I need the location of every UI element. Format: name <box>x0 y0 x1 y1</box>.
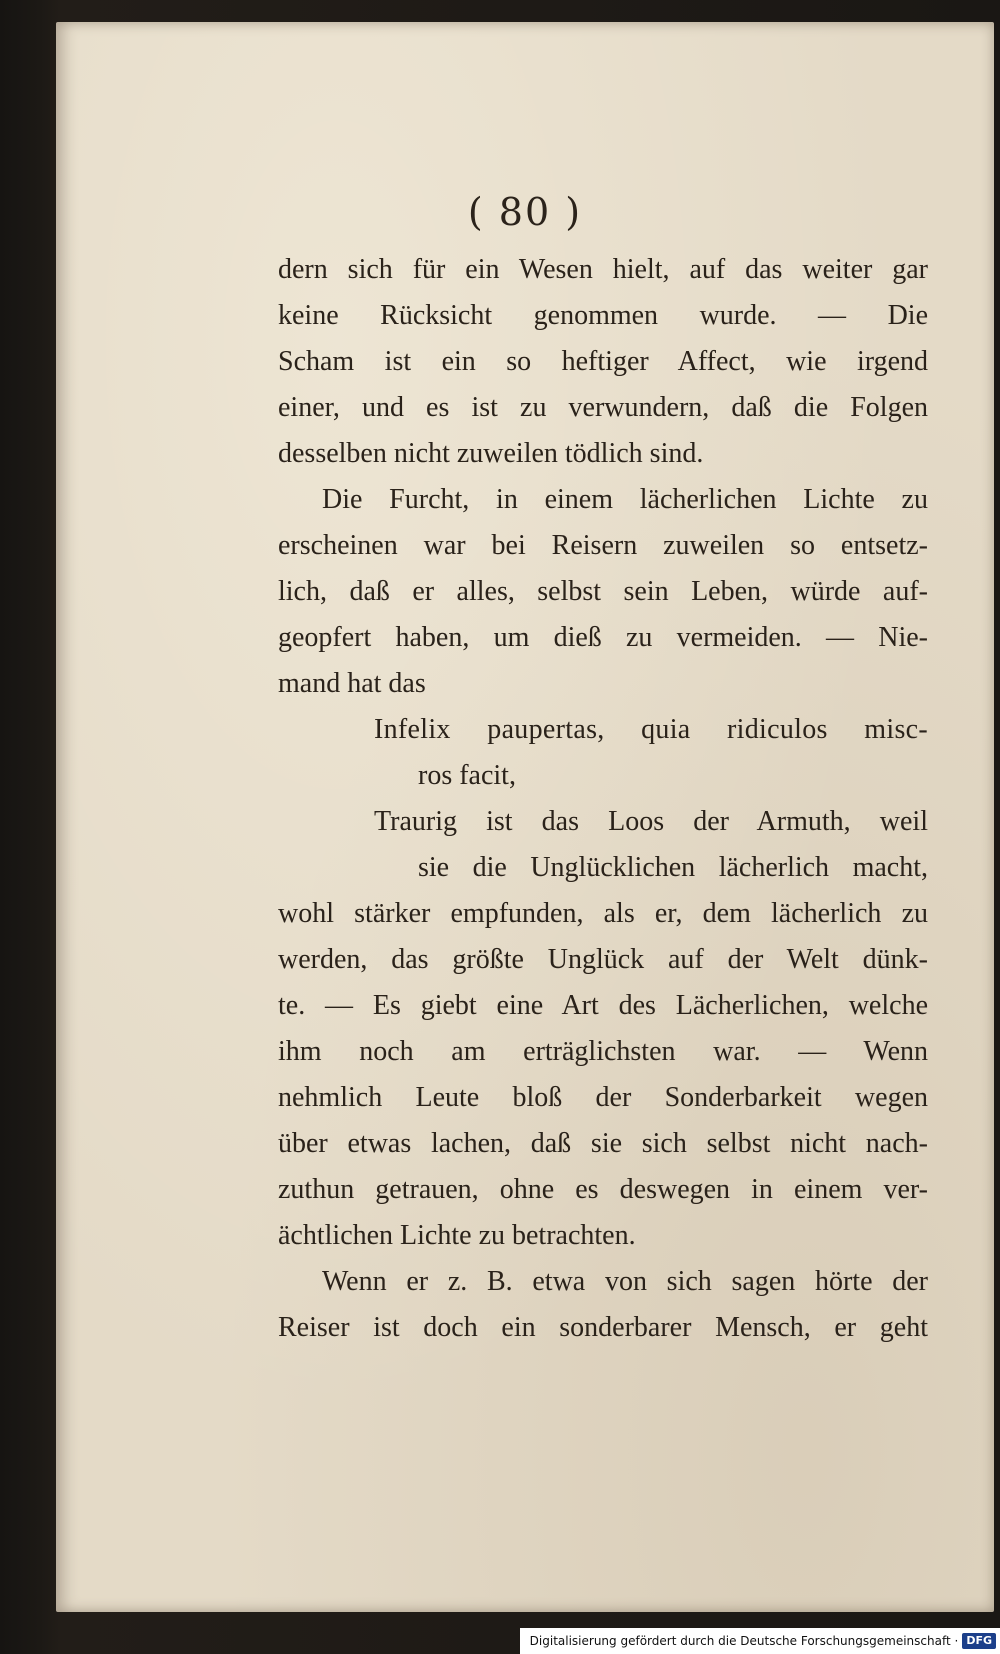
body-text <box>278 247 928 1351</box>
translation-line: sie die Unglücklichen lächerlich macht, <box>418 852 928 883</box>
text-line: einer, und es ist zu verwundern, daß die Folgen <box>278 392 928 423</box>
text-line: werden, das größte Unglück auf der Welt dünk- <box>278 944 928 975</box>
translation-line: Traurig ist das Loos der Armuth, weil <box>374 806 928 837</box>
text-line: Scham ist ein so heftiger Affect, wie irgend <box>278 346 928 377</box>
funding-credit <box>520 1628 1000 1654</box>
text-line: lich, daß er alles, selbst sein Leben, würde auf- <box>278 576 928 607</box>
text-line: desselben nicht zuweilen tödlich sind. <box>278 438 704 469</box>
text-line: erscheinen war bei Reisern zuweilen so entsetz- <box>278 530 928 561</box>
latin-quote-line: Infelix paupertas, quia ridiculos misc- <box>374 714 928 745</box>
funding-credit-text: Digitalisierung gefördert durch die Deutsche Forschungsgemeinschaft · <box>529 1634 959 1648</box>
text-line: wohl stärker empfunden, als er, dem lächerlich zu <box>278 898 928 929</box>
text-line: Die Furcht, in einem lächerlichen Lichte zu <box>322 484 928 515</box>
book-page <box>56 22 994 1612</box>
text-line: zuthun getrauen, ohne es deswegen in einem ver- <box>278 1174 928 1205</box>
latin-quote-line: ros facit, <box>418 760 516 791</box>
text-line: dern sich für ein Wesen hielt, auf das weiter gar <box>278 254 928 285</box>
text-line: keine Rücksicht genommen wurde. — Die <box>278 300 928 331</box>
text-line: te. — Es giebt eine Art des Lächerlichen, welche <box>278 990 928 1021</box>
text-line: geopfert haben, um dieß zu vermeiden. — Nie- <box>278 622 928 653</box>
text-line: mand hat das <box>278 668 426 699</box>
text-line: Wenn er z. B. etwa von sich sagen hörte der <box>322 1266 928 1297</box>
text-line: Reiser ist doch ein sonderbarer Mensch, er geht <box>278 1312 928 1343</box>
text-line: nehmlich Leute bloß der Sonderbarkeit wegen <box>278 1082 928 1113</box>
text-line: über etwas lachen, daß sie sich selbst nicht nach- <box>278 1128 928 1159</box>
page-number: ( 80 ) <box>467 190 583 234</box>
dfg-logo: DFG <box>962 1633 996 1649</box>
text-line: ihm noch am erträglichsten war. — Wenn <box>278 1036 928 1067</box>
text-line: ächtlichen Lichte zu betrachten. <box>278 1220 636 1251</box>
